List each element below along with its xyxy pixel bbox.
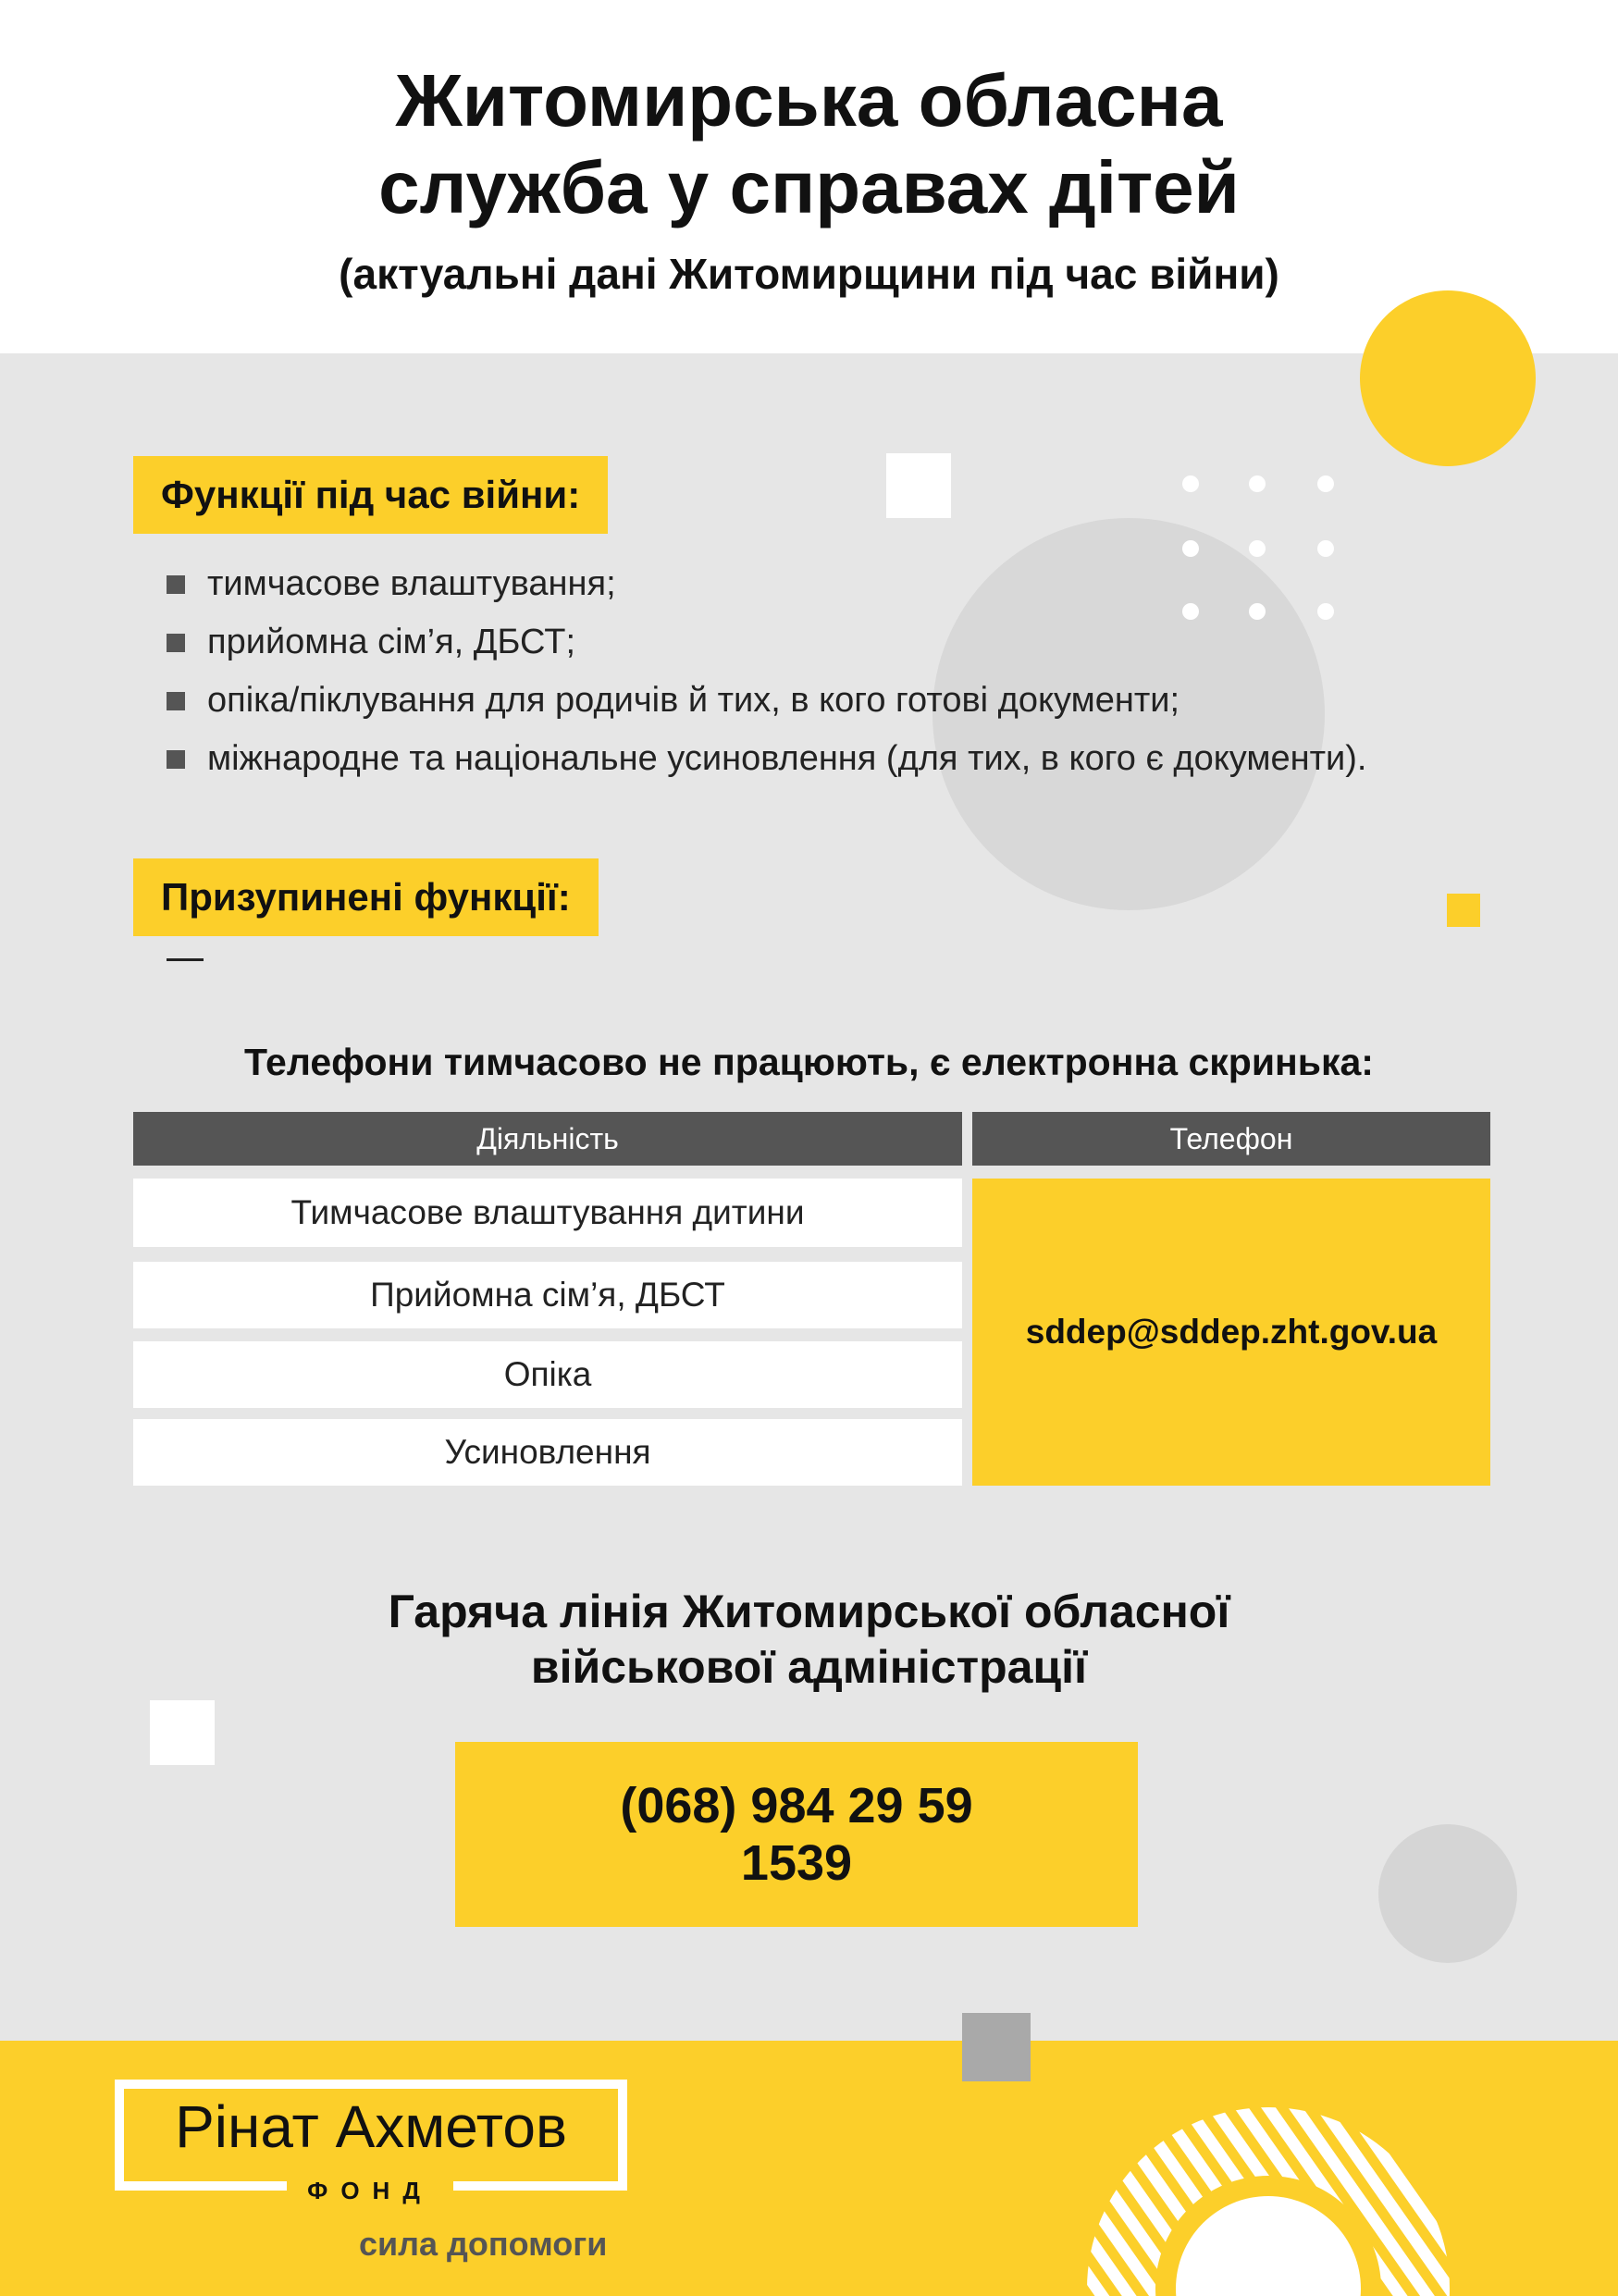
table-header-phone: Телефон [972, 1112, 1490, 1166]
list-item: міжнародне та національне усиновлення (для тих, в кого є документи). [167, 730, 1366, 788]
table-header-activity: Діяльність [133, 1112, 962, 1166]
contacts-note: Телефони тимчасово не працюють, є електронна скринька: [244, 1041, 1374, 1083]
page-title-line-2: служба у справах дітей [378, 146, 1240, 228]
decorative-white-square [886, 453, 951, 518]
suspended-heading: Призупинені функції: [133, 858, 599, 936]
hotline-title-line-2: військової адміністрації [530, 1641, 1088, 1693]
hotline-phone[interactable]: (068) 984 29 59 [620, 1778, 973, 1833]
suspended-dash [167, 958, 204, 961]
decorative-yellow-square [1447, 894, 1480, 927]
page-subtitle: (актуальні дані Житомирщини під час війни) [339, 250, 1279, 298]
table-row: Опіка [133, 1341, 962, 1408]
page-title-line-1: Житомирська обласна [395, 59, 1223, 142]
hotline-phone-box [455, 1742, 1138, 1927]
logo-name: Рінат Ахметов [175, 2093, 567, 2160]
list-item: опіка/піклування для родичів й тих, в кого готові документи; [167, 672, 1366, 730]
page-title [0, 57, 1618, 231]
table-row: Усиновлення [133, 1419, 962, 1486]
hotline-short-number[interactable]: 1539 [740, 1835, 853, 1891]
hotline-title-line-1: Гаряча лінія Житомирської обласної [388, 1586, 1230, 1637]
decorative-grey-circle-small [1378, 1824, 1517, 1963]
list-item: тимчасове влаштування; [167, 555, 1366, 613]
decorative-dot [1249, 475, 1266, 492]
decorative-dot [1182, 475, 1199, 492]
email-address[interactable]: sddep@sddep.zht.gov.ua [1025, 1313, 1438, 1351]
decorative-dot [1317, 475, 1334, 492]
table-row: Прийомна сім’я, ДБСТ [133, 1262, 962, 1328]
email-cell [972, 1179, 1490, 1486]
list-item: прийомна сім’я, ДБСТ; [167, 613, 1366, 672]
hotline-title [0, 1584, 1618, 1695]
sun-logo-icon [1079, 2041, 1467, 2296]
logo-fond: ФОНД [287, 2176, 453, 2205]
table-row: Тимчасове влаштування дитини [133, 1179, 962, 1247]
decorative-grey-square [962, 2013, 1031, 2081]
decorative-white-square [150, 1700, 215, 1765]
functions-list [167, 555, 1366, 788]
header [0, 0, 1618, 353]
decorative-yellow-circle [1360, 290, 1536, 466]
functions-heading: Функції під час війни: [133, 456, 608, 534]
slogan: сила допомоги [359, 2225, 608, 2263]
